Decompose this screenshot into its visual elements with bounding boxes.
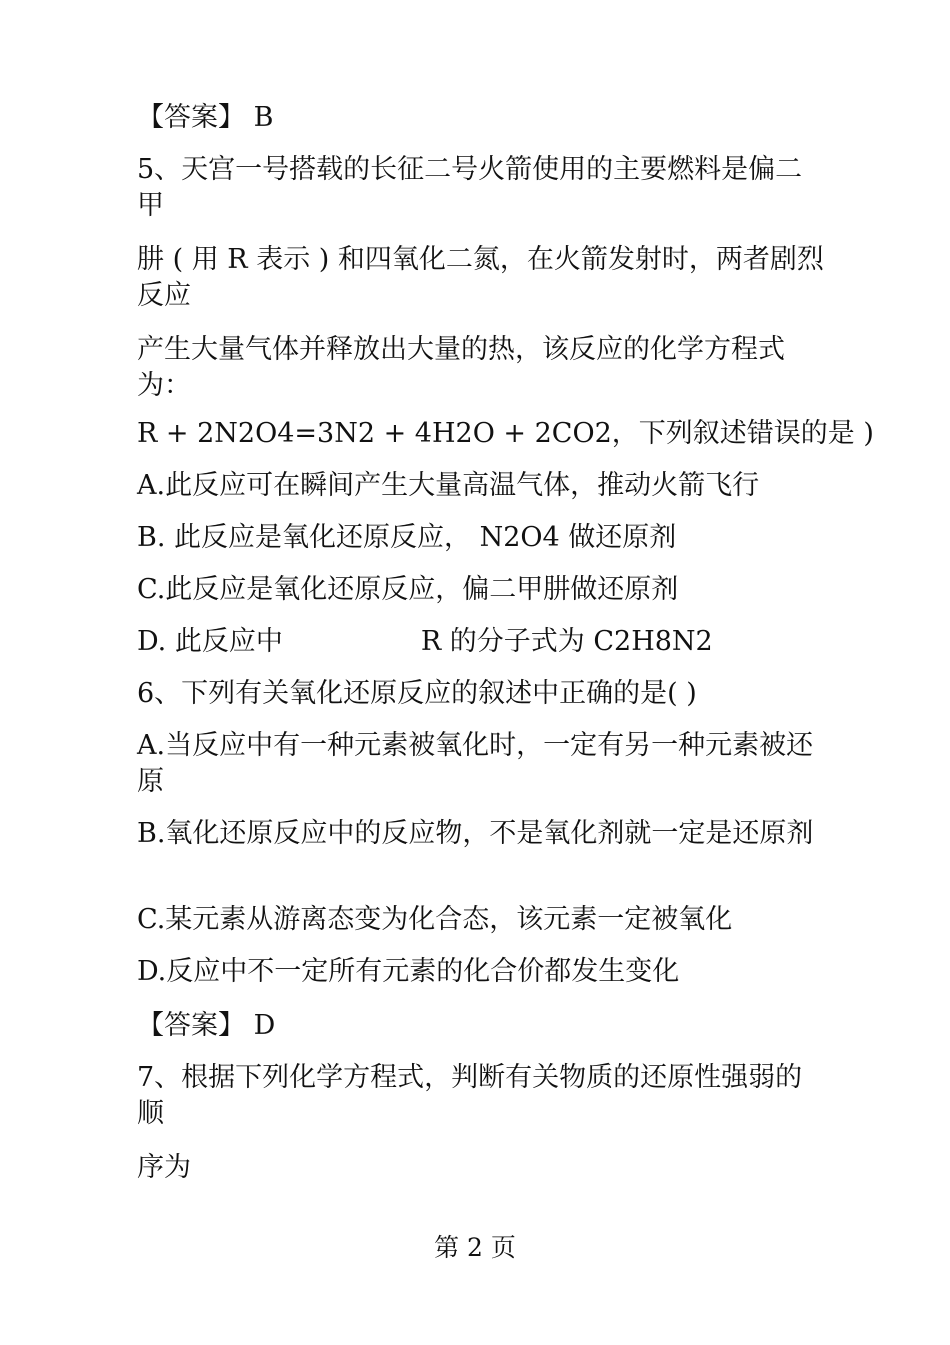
question-5-option-d <box>137 624 827 660</box>
question-5-stem-line-3: 产生大量气体并释放出大量的热，该反应的化学方程式为： <box>137 334 785 401</box>
page-number-footer: 第 2 页 <box>434 1233 516 1262</box>
question-6-option-b: B.氧化还原反应中的反应物，不是氧化剂就一定是还原剂 <box>137 818 814 849</box>
question-5-equation: R + 2N2O4=3N2 + 4H2O + 2CO2，下列叙述错误的是 ) <box>137 418 874 449</box>
question-7-stem-line-2: 序为 <box>137 1152 191 1183</box>
question-5-option-c: C.此反应是氧化还原反应，偏二甲肼做还原剂 <box>137 574 679 605</box>
question-5-option-a: A.此反应可在瞬间产生大量高温气体，推动火箭飞行 <box>137 470 760 501</box>
question-6-stem: 6、下列有关氧化还原反应的叙述中正确的是( ) <box>137 678 697 709</box>
question-6-option-c: C.某元素从游离态变为化合态，该元素一定被氧化 <box>137 904 733 935</box>
question-7-stem-line-1: 7、根据下列化学方程式，判断有关物质的还原性强弱的顺 <box>137 1062 803 1129</box>
answer-label-q4: 【答案】 B <box>137 102 274 133</box>
question-5-option-d-left: D. 此反应中 <box>137 626 283 657</box>
question-5-option-b: B. 此反应是氧化还原反应， N2O4 做还原剂 <box>137 522 677 553</box>
answer-label-q6: 【答案】 D <box>137 1010 276 1041</box>
question-5-stem-line-1: 5、天宫一号搭载的长征二号火箭使用的主要燃料是偏二甲 <box>137 154 803 221</box>
question-6-option-a: A.当反应中有一种元素被氧化时，一定有另一种元素被还原 <box>137 730 814 797</box>
question-6-option-d: D.反应中不一定所有元素的化合价都发生变化 <box>137 956 680 987</box>
question-5-option-d-right: R 的分子式为 C2H8N2 <box>420 626 713 657</box>
question-5-stem-line-2: 肼 ( 用 R 表示 ) 和四氧化二氮，在火箭发射时，两者剧烈反应 <box>137 244 824 311</box>
